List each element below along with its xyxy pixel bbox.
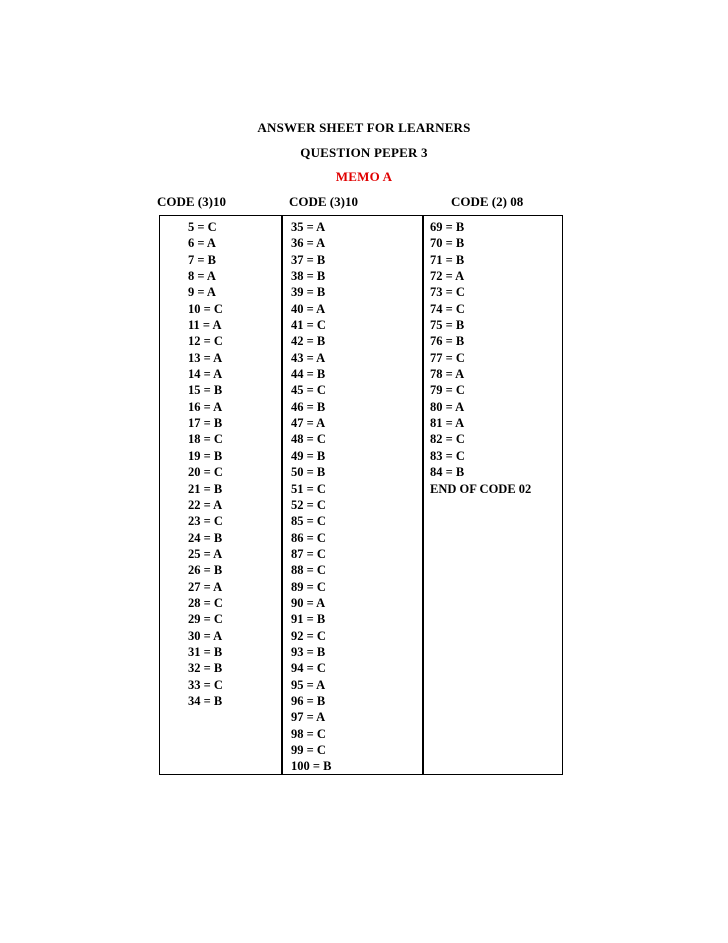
column-heading-code-2-08: CODE (2) 08: [451, 194, 524, 209]
answer-item: 8 = A: [188, 269, 216, 284]
answer-item: 92 = C: [291, 628, 326, 643]
answer-item: 74 = C: [430, 301, 465, 316]
column-divider: [281, 215, 283, 775]
answer-item: 11 = A: [188, 318, 222, 333]
answer-item: 86 = C: [291, 530, 326, 545]
answer-item: 19 = B: [188, 448, 223, 463]
answer-item: 95 = A: [291, 677, 326, 692]
answer-item: 81 = A: [430, 416, 465, 431]
answer-item: 73 = C: [430, 285, 465, 300]
answer-item: 79 = C: [430, 383, 465, 398]
answer-item: 14 = A: [188, 367, 223, 382]
memo-label: MEMO A: [335, 169, 393, 184]
answer-item: 90 = A: [291, 595, 326, 610]
answer-item: 37 = B: [291, 252, 326, 267]
document-title: ANSWER SHEET FOR LEARNERS: [257, 120, 471, 135]
answer-column-1: [188, 219, 223, 709]
answer-item: 89 = C: [291, 579, 326, 594]
answer-item: 28 = C: [188, 595, 223, 610]
answer-item: 98 = C: [291, 726, 326, 741]
answer-item: 71 = B: [430, 252, 465, 267]
answer-item: 27 = A: [188, 579, 223, 594]
answer-item: 12 = C: [188, 334, 223, 349]
column-heading-code-3-10-first: CODE (3)10: [157, 194, 226, 209]
document-subtitle: QUESTION PEPER 3: [300, 145, 428, 160]
column-heading-code-3-10-second: CODE (3)10: [289, 194, 358, 209]
answer-item: 16 = A: [188, 399, 223, 414]
answer-item: 24 = B: [188, 530, 223, 545]
answer-item: 38 = B: [291, 269, 326, 284]
answer-item: 83 = C: [430, 448, 465, 463]
answer-item: 21 = B: [188, 481, 223, 496]
answer-item: 88 = C: [291, 563, 326, 578]
answer-item: 44 = B: [291, 367, 326, 382]
answer-item: 69 = B: [430, 220, 465, 234]
answer-item: 85 = C: [291, 514, 326, 529]
answer-item: 10 = C: [188, 301, 223, 316]
answer-item: 97 = A: [291, 710, 326, 725]
answer-item: 70 = B: [430, 236, 465, 251]
answer-item: 31 = B: [188, 644, 223, 659]
answer-item: 49 = B: [291, 448, 326, 463]
answer-item: 87 = C: [291, 546, 326, 561]
answer-item: 41 = C: [291, 318, 326, 333]
answer-item: 51 = C: [291, 481, 326, 496]
answer-item: 33 = C: [188, 677, 223, 692]
answer-item: 22 = A: [188, 497, 223, 512]
answer-item: 45 = C: [291, 383, 326, 398]
answer-item: 43 = A: [291, 350, 326, 365]
answer-item: 75 = B: [430, 318, 465, 333]
answer-item: 13 = A: [188, 350, 223, 365]
answer-item: 34 = B: [188, 693, 223, 708]
answer-item: 80 = A: [430, 399, 465, 414]
answer-item: 50 = B: [291, 465, 326, 480]
answer-item: 32 = B: [188, 661, 223, 676]
answer-item: 84 = B: [430, 465, 465, 480]
answer-item: 48 = C: [291, 432, 326, 447]
answer-item: 78 = A: [430, 367, 465, 382]
answer-item: 7 = B: [188, 252, 216, 267]
answer-item: 15 = B: [188, 383, 223, 398]
answer-item: 23 = C: [188, 514, 223, 529]
answer-item: 72 = A: [430, 269, 465, 284]
answer-column-2: [291, 219, 331, 775]
answer-item: 20 = C: [188, 465, 223, 480]
answer-item: 18 = C: [188, 432, 223, 447]
answer-item: 25 = A: [188, 546, 223, 561]
answer-item: 42 = B: [291, 334, 326, 349]
answer-item: 47 = A: [291, 416, 326, 431]
answer-item: 5 = C: [188, 220, 217, 234]
answer-item: 99 = C: [291, 743, 326, 757]
answer-item: 6 = A: [188, 236, 216, 251]
answer-item: 93 = B: [291, 644, 326, 659]
answer-item: 30 = A: [188, 628, 223, 643]
column-divider: [422, 215, 424, 775]
answer-item: 9 = A: [188, 285, 216, 300]
answer-item: 46 = B: [291, 399, 326, 414]
answer-item: 36 = A: [291, 236, 326, 251]
answer-item: 39 = B: [291, 285, 326, 300]
answer-item: 94 = C: [291, 661, 326, 676]
answer-column-3: [430, 219, 531, 497]
answer-item: END OF CODE 02: [430, 481, 532, 496]
answer-item: 17 = B: [188, 416, 223, 431]
answer-item: 76 = B: [430, 334, 465, 349]
answer-item: 35 = A: [291, 220, 326, 234]
answer-item: 91 = B: [291, 612, 326, 627]
answer-item: 26 = B: [188, 563, 223, 578]
answer-item: 82 = C: [430, 432, 465, 447]
answer-item: 40 = A: [291, 301, 326, 316]
answer-item: 100 = B: [291, 759, 332, 774]
answer-item: 52 = C: [291, 497, 326, 512]
answer-item: 29 = C: [188, 612, 223, 627]
answer-item: 96 = B: [291, 693, 326, 708]
answer-item: 77 = C: [430, 350, 465, 365]
